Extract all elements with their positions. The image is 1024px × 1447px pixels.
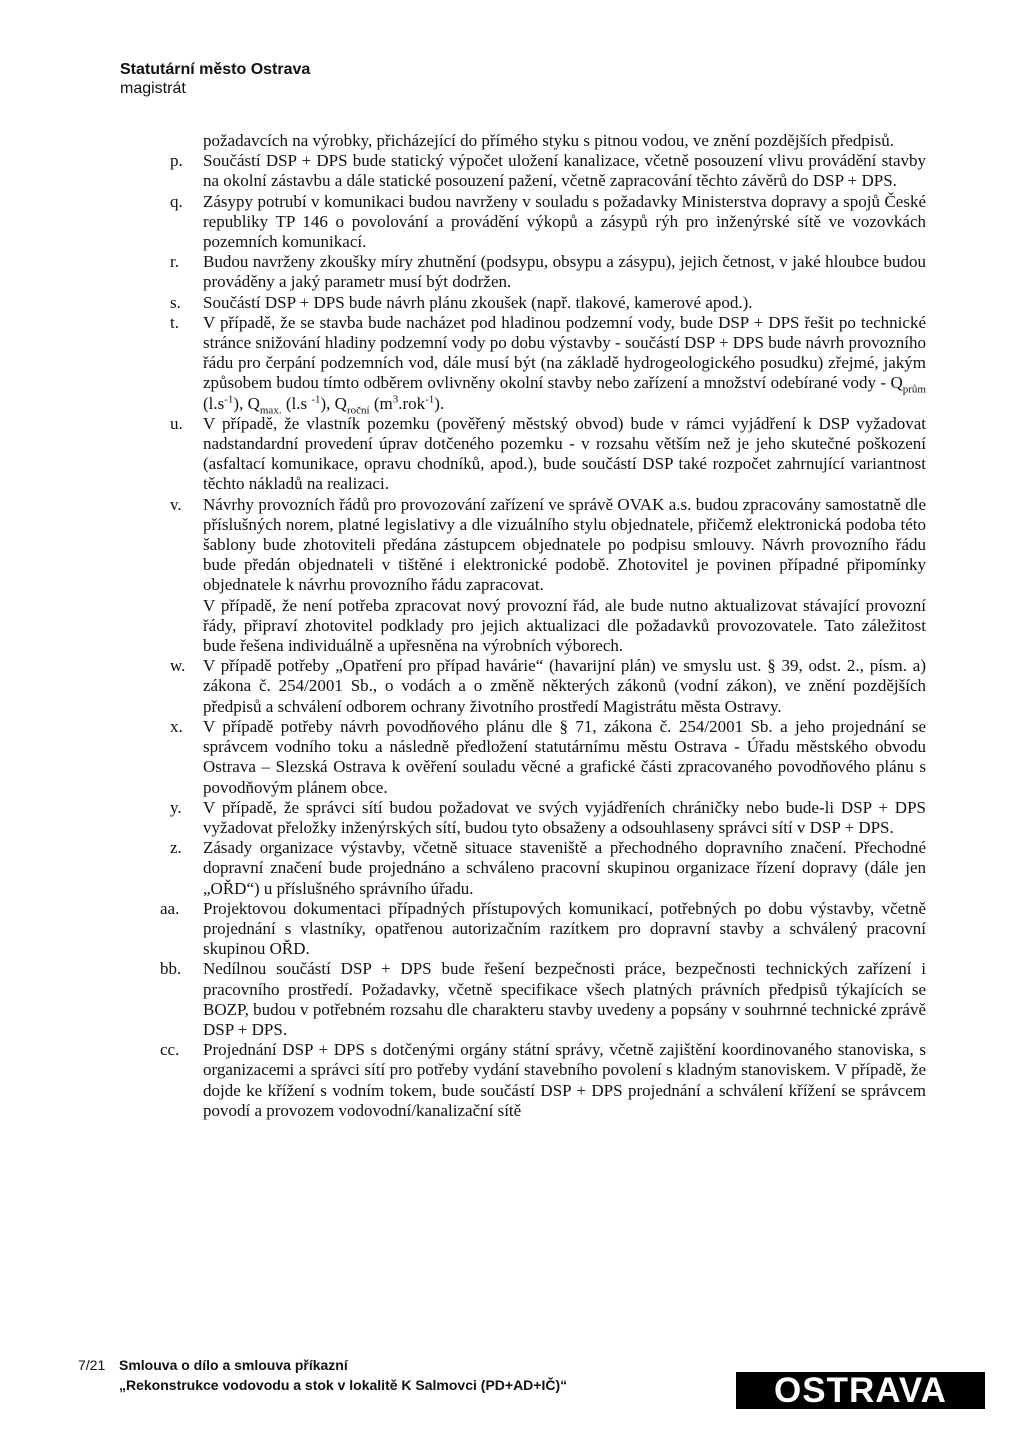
list-item-aa bbox=[160, 899, 926, 960]
subscript: max. bbox=[259, 404, 282, 417]
unit-text: .rok bbox=[398, 393, 426, 413]
unit-text: (l.s bbox=[203, 393, 225, 413]
list-marker: y. bbox=[170, 797, 182, 817]
contract-name: „Rekonstrukce vodovodu a stok v lokalitě K Salmovci (PD+AD+IČ)“ bbox=[119, 1377, 568, 1393]
list-marker: aa. bbox=[160, 898, 180, 918]
list-item-w bbox=[160, 656, 926, 717]
list-item-text: V případě potřeby „Opatření pro případ havárie“ (havarijní plán) ve smyslu ust. § 39, odst. 2., písm. a) zákona č. 254/2001 Sb., o vodách a o změně některých zákonů (vodní zákon), ve znění pozdějších předpisů a schválení odborem ochrany životního prostředí Magistrátu města Ostravy. bbox=[203, 656, 926, 716]
contract-type: Smlouva o dílo a smlouva příkazní bbox=[119, 1357, 348, 1373]
list-item-cc bbox=[160, 1040, 926, 1121]
unit-text: ), Q bbox=[320, 393, 347, 413]
list-item-text: V případě, že vlastník pozemku (pověřený městský obvod) bude v rámci vyjádření k DSP vyžadovat nadstandardní provedení úprav dotčeného pozemku - v rozsahu větším než je jeho skutečné poškození (asfaltací komunikace, opravu chodníků, apod.), bude součástí DSP také rozpočet zahrnující variantnost těchto nákladů na realizaci. bbox=[203, 413, 926, 494]
list-item-q bbox=[160, 192, 926, 253]
unit-text: (m bbox=[369, 393, 393, 413]
list-marker: x. bbox=[170, 716, 183, 736]
page-number: 7/21 bbox=[78, 1357, 106, 1373]
unit-text: ), Q bbox=[233, 393, 260, 413]
list-item-text: V případě potřeby návrh povodňového plánu dle § 71, zákona č. 254/2001 Sb. a jeho projednání se správcem vodního toku a následně předložení statutárnímu městu Ostrava - Úřadu městského obvodu Ostrava – Slezská Ostrava k ověření souladu věcné a grafické části zpracovaného povodňového plánu s povodňovým plánem obce. bbox=[203, 716, 926, 797]
subscript: roční bbox=[346, 404, 370, 417]
list-item-z bbox=[160, 838, 926, 899]
list-item-bb bbox=[160, 959, 926, 1040]
superscript: 3 bbox=[392, 392, 399, 405]
list-item-s bbox=[160, 293, 926, 313]
list-item-text: V případě, že správci sítí budou požadovat ve svých vyjádřeních chráničky nebo bude-li DSP + DPS vyžadovat přeložky inženýrských sítí, budou tyto obsaženy a odsouhlaseny správci sítí v DSP + DPS. bbox=[203, 797, 926, 837]
page-header bbox=[120, 60, 310, 98]
organization-name: Statutární město Ostrava bbox=[120, 61, 311, 78]
list-item-text: Zásypy potrubí v komunikaci budou navrženy v souladu s požadavky Ministerstva dopravy a spojů České republiky TP 146 o povolování a provádění výkopů a zásypů rýh pro inženýrské sítě ve vozovkách pozemních komunikací. bbox=[203, 191, 926, 252]
list-item-y bbox=[160, 798, 926, 838]
list-item-text bbox=[203, 312, 926, 417]
item-t-body: V případě, že se stavba bude nacházet pod hladinou podzemní vody, bude DSP + DPS řešit po technické stránce snižování hladiny podzemní vody po dobu výstavby - součástí DSP + DPS bude návrh provozního řádu pro čerpání podzemních vod, dále musí být (na základě hydrogeologického posudku) zřejmé, jakým způsobem budou tímto odběrem ovlivněny okolní stavby nebo zařízení a množství odebírané vody - Q bbox=[203, 312, 926, 393]
list-marker: z. bbox=[170, 838, 182, 858]
ostrava-logo: OSTRAVA bbox=[736, 1372, 985, 1409]
list-marker: q. bbox=[170, 191, 183, 211]
list-marker: p. bbox=[170, 151, 183, 171]
list-item-text: požadavcích na výrobky, přicházející do přímého styku s pitnou vodou, ve znění pozdějších předpisů. bbox=[203, 131, 894, 150]
list-marker: w. bbox=[170, 656, 186, 676]
contract-title bbox=[119, 1355, 567, 1395]
list-item-x bbox=[160, 717, 926, 798]
unit-text: (l.s bbox=[281, 393, 312, 413]
list-item-text: Budou navrženy zkoušky míry zhutnění (podsypu, obsypu a zásypu), jejich četnost, v jaké hloubce budou prováděny a jaký parametr musí být dodržen. bbox=[203, 252, 926, 292]
subscript: prům bbox=[902, 383, 926, 396]
list-item-text: Návrhy provozních řádů pro provozování zařízení ve správě OVAK a.s. budou zpracovány samostatně dle příslušných norem, platné legislativy a dle vizuálního stylu objednatele, přičemž elektronická podoba této šablony bude zhotoviteli předána zástupcem objednatele po podpisu smlouvy. Návrh provozního řádu bude předán objednateli v tištěné i elektronické podobě. Zhotovitel je povinen případné připomínky objednatele k návrhu provozního řádu zapracovat. bbox=[203, 494, 926, 595]
list-item-text: Zásady organizace výstavby, včetně situace staveniště a přechodného dopravního značení. Přechodné dopravní značení bude projednáno a schváleno pracovní skupinou organizace řízení dopravy (dále jen „OŘD“) u příslušného správního úřadu. bbox=[203, 838, 926, 898]
superscript: -1 bbox=[311, 392, 321, 405]
organization-unit: magistrát bbox=[120, 80, 186, 97]
list-marker: t. bbox=[170, 312, 179, 332]
list-item-p bbox=[160, 151, 926, 191]
list-item-v-paragraph: V případě, že není potřeba zpracovat nový provozní řád, ale bude nutno aktualizovat stávající provozní řády, připraví zhotovitel podklady pro jejich aktualizaci dle požadavků provozovatele. Tato záležitost bude řešena individuálně a upřesněna na výrobních výborech. bbox=[203, 595, 926, 656]
document-body bbox=[160, 131, 926, 1121]
list-marker: u. bbox=[170, 413, 183, 433]
superscript: -1 bbox=[224, 392, 234, 405]
list-marker: v. bbox=[170, 494, 182, 514]
list-item-text: Projednání DSP + DPS s dotčenými orgány státní správy, včetně zajištění koordinovaného stanoviska, s organizacemi a správci sítí pro potřeby vydání stavebního povolení s kladným stanoviskem. V případě, že dojde ke křížení s vodním tokem, bude součástí DSP + DPS projednání a schválení křížení se správcem povodí a provozem vodovodní/kanalizační sítě bbox=[203, 1040, 926, 1120]
list-item-text: Součástí DSP + DPS bude statický výpočet uložení kanalizace, včetně posouzení vlivu provádění stavby na okolní zástavbu a dále statické posouzení pažení, včetně zapracování těchto závěrů do DSP + DPS. bbox=[203, 151, 926, 191]
list-marker: s. bbox=[170, 292, 181, 312]
list-item-v bbox=[160, 495, 926, 596]
list-item-continuation bbox=[160, 131, 926, 151]
list-item-text: Projektovou dokumentaci případných přístupových komunikací, potřebných po dobu výstavby, včetně projednání s vlastníky, opatřenou autorizačním razítkem pro dopravní stavby a schválený pracovní skupinou OŘD. bbox=[203, 898, 926, 959]
list-marker: cc. bbox=[160, 1040, 180, 1060]
list-item-text: Součástí DSP + DPS bude návrh plánu zkoušek (např. tlakové, kamerové apod.). bbox=[203, 292, 753, 312]
list-item-u bbox=[160, 414, 926, 495]
unit-text: ). bbox=[434, 393, 445, 413]
list-item-t bbox=[160, 312, 926, 417]
list-item-r bbox=[160, 252, 926, 292]
list-marker: bb. bbox=[160, 959, 182, 979]
superscript: -1 bbox=[425, 392, 435, 405]
list-marker: r. bbox=[170, 252, 179, 272]
list-item-text: Nedílnou součástí DSP + DPS bude řešení bezpečnosti práce, bezpečnosti technických zařízení i pracovního prostředí. Požadavky, včetně specifikace všech platných právních předpisů týkajících se BOZP, budou v potřebném rozsahu dle charakteru stavby uvedeny a popsány v souhrnné technické zprávě DSP + DPS. bbox=[203, 959, 926, 1039]
